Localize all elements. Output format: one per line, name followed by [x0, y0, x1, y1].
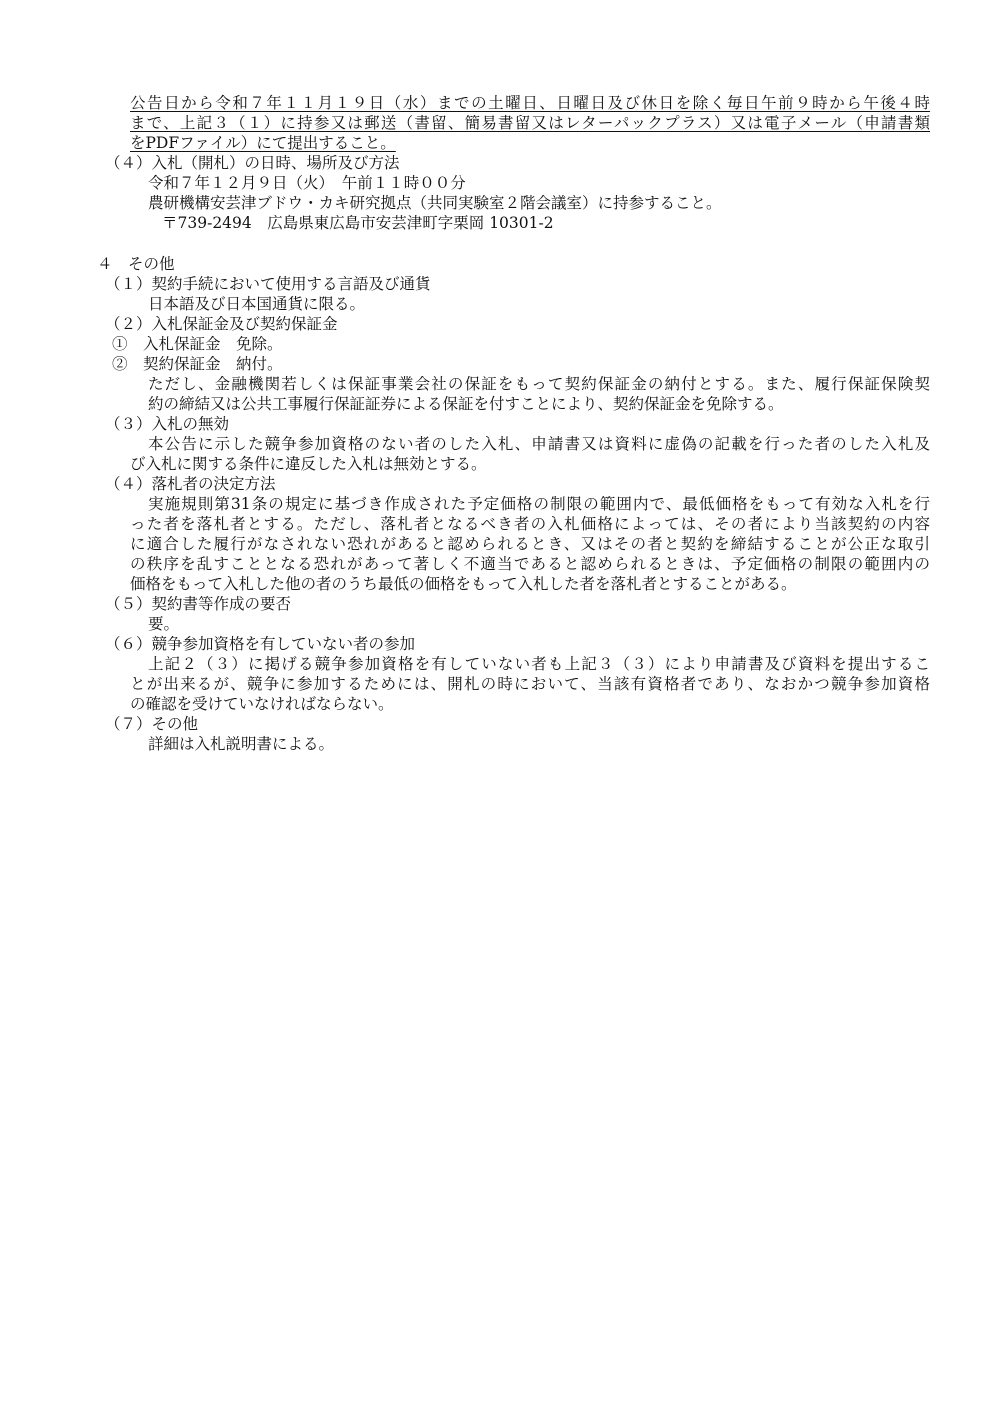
bid-opening-heading: （４）入札（開札）の日時、場所及び方法: [105, 154, 400, 172]
submission-line-1: 公告日から令和７年１１月１９日（水）までの土曜日、日曜日及び休日を除く毎日午前９時から午後４時: [130, 94, 930, 112]
item-6-text-3: の確認を受けていなければならない。: [130, 695, 394, 713]
item-6-text-2: とが出来るが、競争に参加するためには、開札の時において、当該有資格者であり、なおかつ競争参加資格: [130, 675, 930, 693]
item-6-text-1: 上記２（３）に掲げる競争参加資格を有していない者も上記３（３）により申請書及び資料を提出するこ: [148, 655, 930, 673]
item-3-text-2: び入札に関する条件に違反した入札は無効とする。: [130, 455, 487, 473]
item-1-text: 日本語及び日本国通貨に限る。: [148, 295, 366, 313]
item-4-text-3: に適合した履行がなされない恐れがあると認められるとき、又はその者と契約を締結することが公正な取引: [130, 535, 930, 553]
item-7-text: 詳細は入札説明書による。: [148, 735, 335, 753]
section-4-title: ４ その他: [97, 255, 175, 273]
item-2-text-1: ただし、金融機関若しくは保証事業会社の保証をもって契約保証金の納付とする。また、履行保証保険契: [148, 375, 930, 393]
item-5-text: 要。: [148, 615, 180, 633]
item-5-heading: （５）契約書等作成の要否: [105, 595, 292, 613]
item-4-text-5: 価格をもって入札した他の者のうち最低の価格をもって入札した者を落札者とすることがある。: [130, 575, 797, 593]
bid-opening-datetime: 令和７年１２月９日（火） 午前１１時００分: [148, 174, 466, 192]
item-4-heading: （４）落札者の決定方法: [105, 475, 276, 493]
bid-opening-address: 〒739-2494 広島県東広島市安芸津町字栗岡 10301-2: [162, 214, 554, 232]
item-3-text-1: 本公告に示した競争参加資格のない者のした入札、申請書又は資料に虚偽の記載を行った者のした入札及: [148, 435, 930, 453]
submission-line-2: まで、上記３（１）に持参又は郵送（書留、簡易書留又はレターパックプラス）又は電子メール（申請書類: [130, 114, 930, 132]
item-4-text-2: った者を落札者とする。ただし、落札者となるべき者の入札価格によっては、その者により当該契約の内容: [130, 515, 930, 533]
item-2-sub-1: ① 入札保証金 免除。: [112, 335, 283, 353]
item-2-text-2: 約の締結又は公共工事履行保証証券による保証を付すことにより、契約保証金を免除する。: [148, 395, 784, 413]
bid-opening-place: 農研機構安芸津ブドウ・カキ研究拠点（共同実験室２階会議室）に持参すること。: [148, 194, 722, 212]
item-2-sub-2: ② 契約保証金 納付。: [112, 355, 283, 373]
item-4-text-1: 実施規則第31条の規定に基づき作成された予定価格の制限の範囲内で、最低価格をもって有効な入札を行: [148, 495, 930, 513]
item-1-heading: （１）契約手続において使用する言語及び通貨: [105, 275, 431, 293]
item-6-heading: （６）競争参加資格を有していない者の参加: [105, 635, 416, 653]
item-3-heading: （３）入札の無効: [105, 415, 230, 433]
submission-line-3: をPDFファイル）にて提出すること。: [130, 134, 396, 152]
item-7-heading: （７）その他: [105, 715, 199, 733]
item-4-text-4: の秩序を乱すこととなる恐れがあって著しく不適当であると認められるときは、予定価格の制限の範囲内の: [130, 555, 930, 573]
item-2-heading: （２）入札保証金及び契約保証金: [105, 315, 338, 333]
